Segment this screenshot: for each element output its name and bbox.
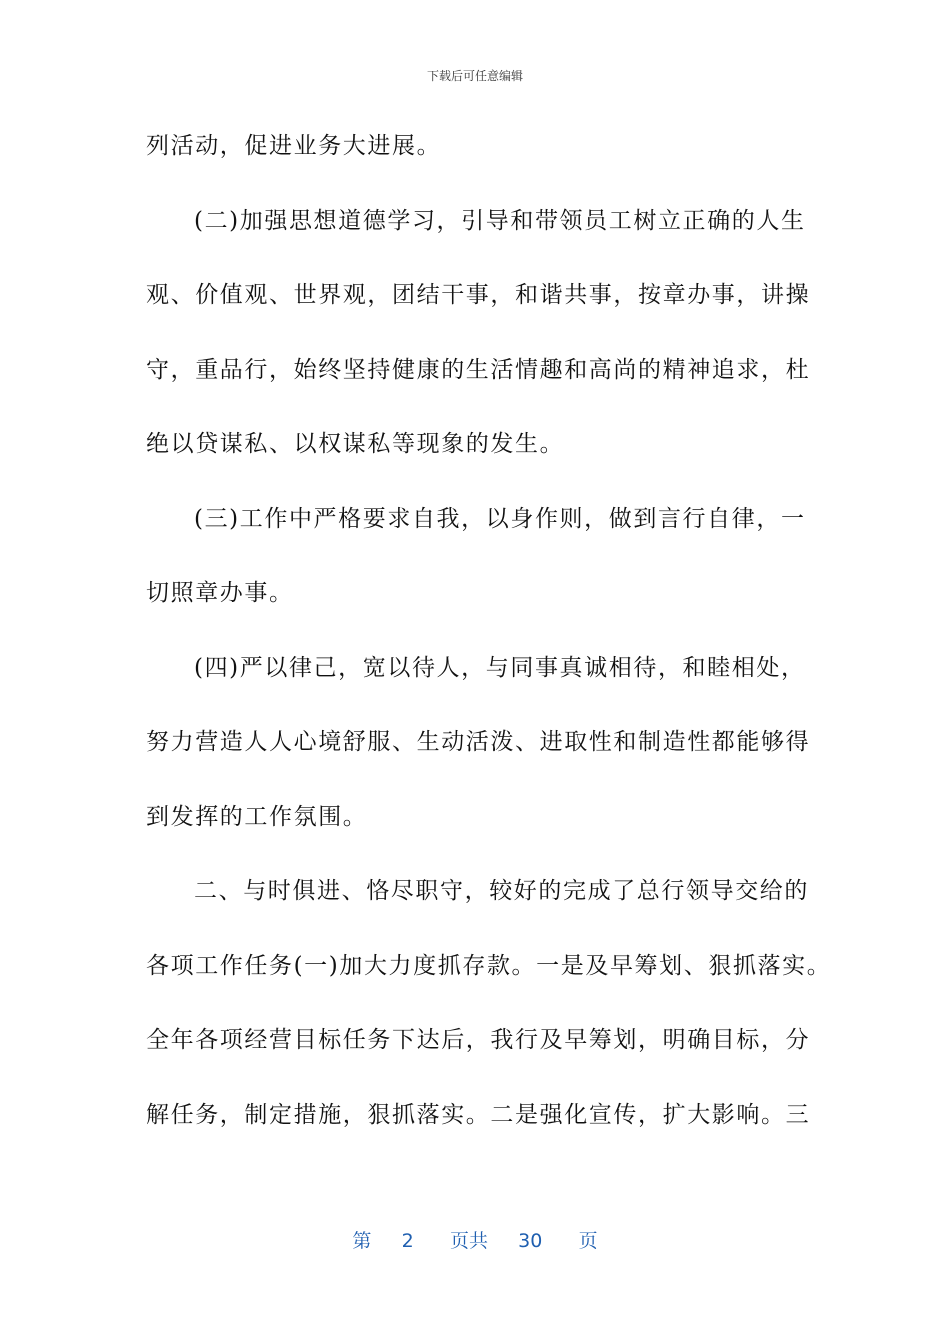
text-line: 观、价值观、世界观，团结干事，和谐共事，按章办事，讲操 xyxy=(146,282,811,308)
total-pages-number: 30 xyxy=(518,1230,543,1252)
header-text: 下载后可任意编辑 xyxy=(426,69,523,83)
text-line: (二)加强思想道德学习，引导和带领员工树立正确的人生 xyxy=(194,207,806,234)
footer-prefix: 第 xyxy=(352,1230,372,1252)
text-line: 守，重品行，始终坚持健康的生活情趣和高尚的精神追求，杜 xyxy=(146,356,811,383)
text-line: 到发挥的工作氛围。 xyxy=(146,803,368,830)
page-footer xyxy=(0,1226,950,1253)
text-line: 绝以贷谋私、以权谋私等现象的发生。 xyxy=(146,431,565,457)
text-line: 列活动，促进业务大进展。 xyxy=(146,133,442,159)
text-line: 切照章办事。 xyxy=(146,580,294,606)
page-header xyxy=(0,67,950,84)
footer-middle: 页共 xyxy=(449,1230,488,1252)
text-line: 各项工作任务(一)加大力度抓存款。一是及早筹划、狠抓落实。 xyxy=(146,952,832,979)
text-line: 全年各项经营目标任务下达后，我行及早筹划，明确目标，分 xyxy=(146,1027,811,1053)
text-line: (四)严以律己，宽以待人，与同事真诚相待，和睦相处， xyxy=(194,654,806,681)
text-line: (三)工作中严格要求自我，以身作则，做到言行自律，一 xyxy=(194,505,806,532)
current-page-number: 2 xyxy=(401,1230,414,1252)
text-line: 二、与时俱进、恪尽职守，较好的完成了总行领导交给的 xyxy=(194,878,809,904)
document-body xyxy=(146,126,832,1169)
footer-suffix: 页 xyxy=(578,1230,598,1252)
text-line: 努力营造人人心境舒服、生动活泼、进取性和制造性都能够得 xyxy=(146,729,811,755)
text-line: 解任务，制定措施，狠抓落实。二是强化宣传，扩大影响。三 xyxy=(146,1101,811,1128)
